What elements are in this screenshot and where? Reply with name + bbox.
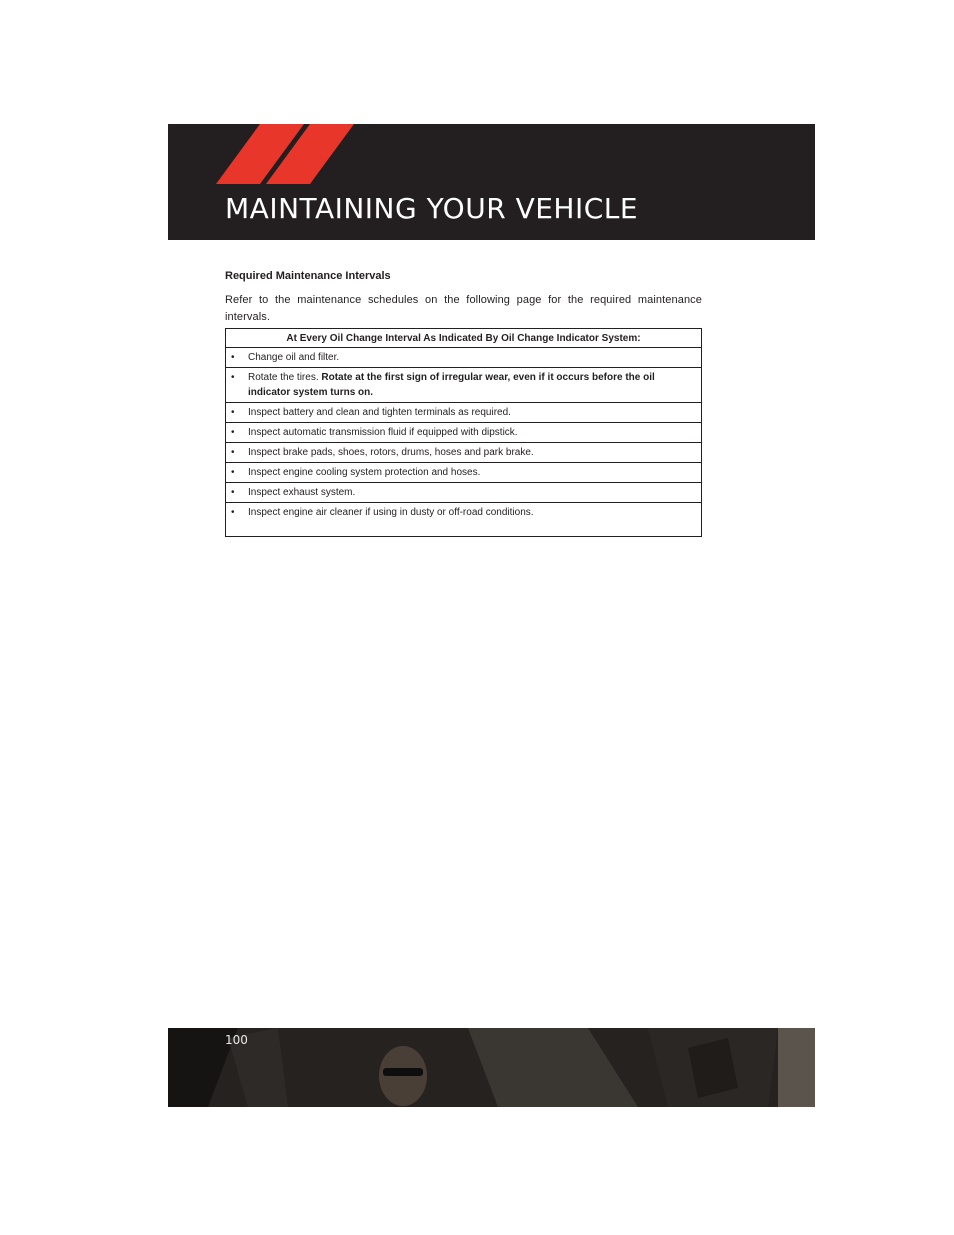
table-row	[226, 368, 702, 403]
content-area	[225, 268, 702, 326]
table-header-row	[226, 329, 702, 348]
table-cell	[226, 368, 702, 403]
table-row	[226, 443, 702, 463]
table-cell	[226, 423, 702, 443]
bullet: •	[231, 487, 235, 498]
cell-text: Change oil and filter.	[248, 352, 340, 363]
page-title: MAINTAINING YOUR VEHICLE	[225, 192, 639, 225]
table-cell	[226, 503, 702, 537]
cell-text: Inspect exhaust system.	[248, 487, 356, 498]
table-row	[226, 463, 702, 483]
table-cell	[226, 483, 702, 503]
table-row	[226, 423, 702, 443]
bullet: •	[231, 427, 235, 438]
header-band	[168, 124, 815, 240]
bullet: •	[231, 372, 235, 383]
cell-text: Inspect battery and clean and tighten terminals as required.	[248, 407, 511, 418]
cell-text: Inspect brake pads, shoes, rotors, drums, hoses and park brake.	[248, 447, 534, 458]
intro-paragraph: Refer to the maintenance schedules on the following page for the required maintenance intervals.	[225, 294, 702, 323]
maintenance-table	[225, 328, 702, 537]
bullet: •	[231, 467, 235, 478]
bullet: •	[231, 507, 235, 518]
table-row	[226, 403, 702, 423]
bullet: •	[231, 447, 235, 458]
cell-text: Inspect engine cooling system protection and hoses.	[248, 467, 481, 478]
bullet: •	[231, 352, 235, 363]
cell-text: Inspect engine air cleaner if using in dusty or off-road conditions.	[248, 507, 534, 518]
table-row	[226, 348, 702, 368]
table-cell	[226, 348, 702, 368]
table-cell	[226, 463, 702, 483]
table-cell	[226, 403, 702, 423]
section-heading: Required Maintenance Intervals	[225, 270, 391, 282]
footer-band	[168, 1028, 815, 1107]
table-header: At Every Oil Change Interval As Indicated By Oil Change Indicator System:	[226, 329, 702, 348]
page-number: 100	[225, 1033, 248, 1047]
cell-bold-text: Rotate at the first sign of irregular wear, even if it occurs before the oil indicator system turns on.	[248, 372, 655, 398]
bullet: •	[231, 407, 235, 418]
cell-text: Inspect automatic transmission fluid if equipped with dipstick.	[248, 427, 518, 438]
table-row	[226, 503, 702, 537]
footer-photo	[168, 1028, 815, 1107]
cell-text: Rotate the tires.	[248, 372, 322, 383]
table-row	[226, 483, 702, 503]
table-cell	[226, 443, 702, 463]
